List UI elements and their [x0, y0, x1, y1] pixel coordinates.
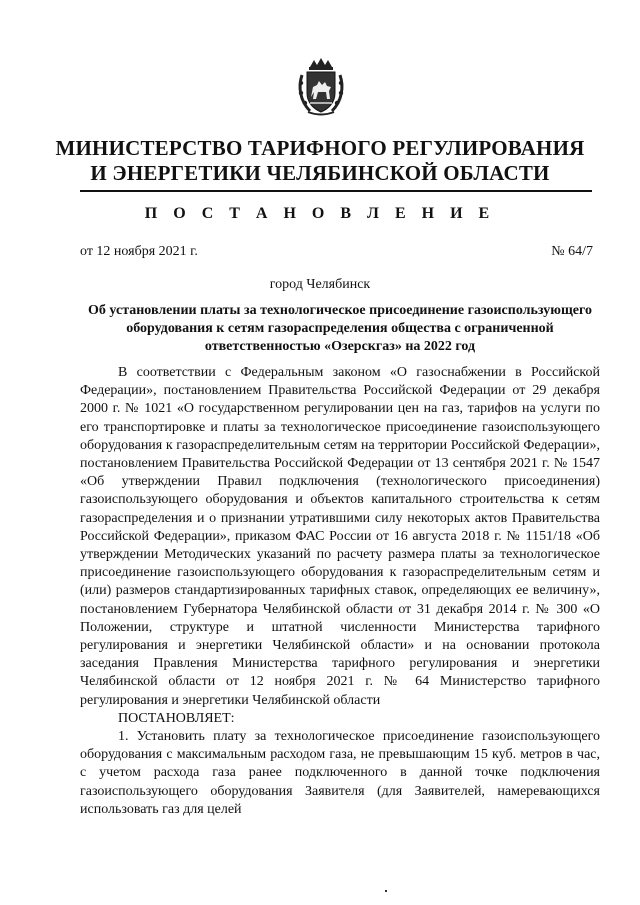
document-body [80, 364, 600, 819]
document-date: от 12 ноября 2021 г. [80, 244, 198, 259]
ministry-name-line1: МИНИСТЕРСТВО ТАРИФНОГО РЕГУЛИРОВАНИЯ [55, 136, 585, 160]
scan-speck [385, 890, 387, 892]
header-divider [80, 190, 592, 192]
chelyabinsk-region-emblem-icon [296, 57, 346, 117]
document-title: Об установлении платы за технологическое присоединение газоиспользующего оборудования к сетям газораспределения общества с ограниченной ответственностью «Озерскгаз» на 2022 год [88, 303, 592, 354]
resolves-heading: ПОСТАНОВЛЯЕТ: [118, 710, 235, 726]
item-1-paragraph: 1. Установить плату за технологическое присоединение газоиспользующего оборудования с максимальным расходом газа, не превышающим 15 куб. метров в час, с учетом расхода газа ранее подключенного в данной точке подключения газоиспользующего оборудования Заявителя (для Заявителей, намеревающихся использовать газ для целей [80, 729, 600, 817]
ministry-name-line2: И ЭНЕРГЕТИКИ ЧЕЛЯБИНСКОЙ ОБЛАСТИ [90, 161, 550, 185]
document-city: город Челябинск [269, 277, 371, 292]
document-number: № 64/7 [551, 244, 593, 259]
preamble-paragraph: В соответствии с Федеральным законом «О газоснабжении в Российской Федерации», постановлением Правительства Российской Федерации от 29 декабря 2000 г. № 1021 «О государственном регулировании цен на газ, тарифов на услуги по его транспортировке и платы за технологическое присоединение газоиспользующего оборудования к газораспределительным сетям на территории Российской Федерации», постановлением Правительства Российской Федерации от 13 сентября 2021 г. № 1547 «Об утверждении Правил подключения (технологического присоединения) газоиспользующего оборудования и объектов капитального строительства к сетям газораспределения и о признании утратившими силу некоторых актов Правительства Российской Федерации», приказом ФАС России от 16 августа 2018 г. № 1151/18 «Об утверждении Методических указаний по расчету размера платы за технологическое присоединение газоиспользующего оборудования к газораспределительным сетям и (или) размеров стандартизированных тарифных ставок, определяющих ее величину», постановлением Губернатора Челябинской области от 31 декабря 2014 г. № 300 «О Положении, структуре и штатной численности Министерства тарифного регулирования и энергетики Челябинской области» и на основании протокола заседания Правления Министерства тарифного регулирования и энергетики Челябинской области от 12 ноября 2021 г. № 64 Министерство тарифного регулирования и энергетики Челябинской области [80, 365, 600, 708]
document-type-heading: П О С Т А Н О В Л Е Н И Е [144, 205, 496, 222]
